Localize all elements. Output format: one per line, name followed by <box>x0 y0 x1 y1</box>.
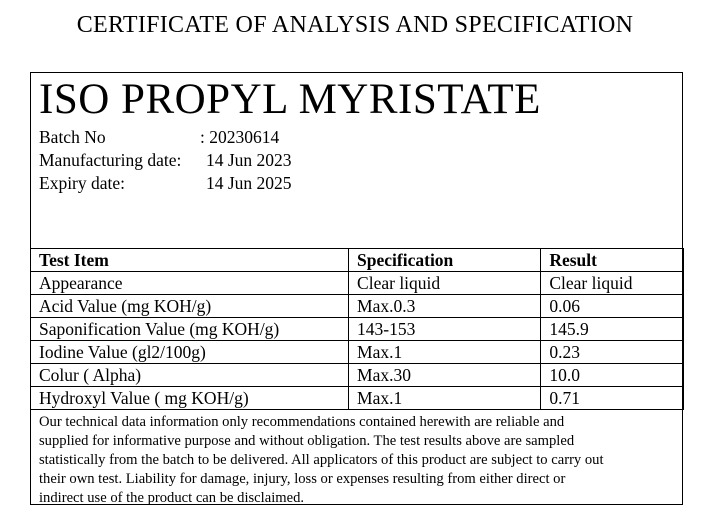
test-item-cell: Hydroxyl Value ( mg KOH/g) <box>31 387 349 410</box>
table-row <box>31 295 684 318</box>
result-cell: 0.06 <box>541 295 684 318</box>
test-item-cell: Appearance <box>31 272 349 295</box>
table-row <box>31 341 684 364</box>
specification-cell: Max.30 <box>349 364 541 387</box>
certificate-frame <box>30 72 683 505</box>
table-header-row <box>31 249 684 272</box>
product-name: ISO PROPYL MYRISTATE <box>39 76 541 123</box>
table-row <box>31 364 684 387</box>
specification-cell: Max.1 <box>349 387 541 410</box>
disclaimer-text <box>39 413 679 508</box>
specification-cell: Max.0.3 <box>349 295 541 318</box>
manufacturing-date-label: Manufacturing date: <box>39 150 182 170</box>
disclaimer-line: supplied for informative purpose and without obligation. The test results above are sampled <box>39 433 575 449</box>
header-specification: Specification <box>349 249 541 272</box>
header-test-item: Test Item <box>31 249 349 272</box>
manufacturing-date-value: 14 Jun 2023 <box>206 150 292 170</box>
result-cell: 145.9 <box>541 318 684 341</box>
test-item-cell: Acid Value (mg KOH/g) <box>31 295 349 318</box>
specification-cell: Clear liquid <box>349 272 541 295</box>
test-item-cell: Saponification Value (mg KOH/g) <box>31 318 349 341</box>
specification-cell: 143-153 <box>349 318 541 341</box>
disclaimer-line: Our technical data information only recommendations contained herewith are reliable and <box>39 414 565 430</box>
table-row <box>31 318 684 341</box>
result-cell: 10.0 <box>541 364 684 387</box>
test-item-cell: Iodine Value (gl2/100g) <box>31 341 349 364</box>
batch-label: Batch No <box>39 127 106 147</box>
disclaimer-line: their own test. Liability for damage, injury, loss or expenses resulting from either direct or <box>39 471 566 487</box>
test-item-cell: Colur ( Alpha) <box>31 364 349 387</box>
header-result: Result <box>541 249 684 272</box>
expiry-date-value: 14 Jun 2025 <box>206 173 292 193</box>
document-title: CERTIFICATE OF ANALYSIS AND SPECIFICATION <box>76 12 634 38</box>
expiry-date-label: Expiry date: <box>39 173 126 193</box>
result-cell: 0.23 <box>541 341 684 364</box>
result-cell: 0.71 <box>541 387 684 410</box>
table-row <box>31 387 684 410</box>
specification-table <box>30 248 684 410</box>
specification-cell: Max.1 <box>349 341 541 364</box>
result-cell: Clear liquid <box>541 272 684 295</box>
table-row <box>31 272 684 295</box>
disclaimer-line: statistically from the batch to be delivered. All applicators of this product are subject to carry out <box>39 452 604 468</box>
batch-value: : 20230614 <box>200 127 280 147</box>
disclaimer-line: indirect use of the product can be disclaimed. <box>39 490 305 506</box>
